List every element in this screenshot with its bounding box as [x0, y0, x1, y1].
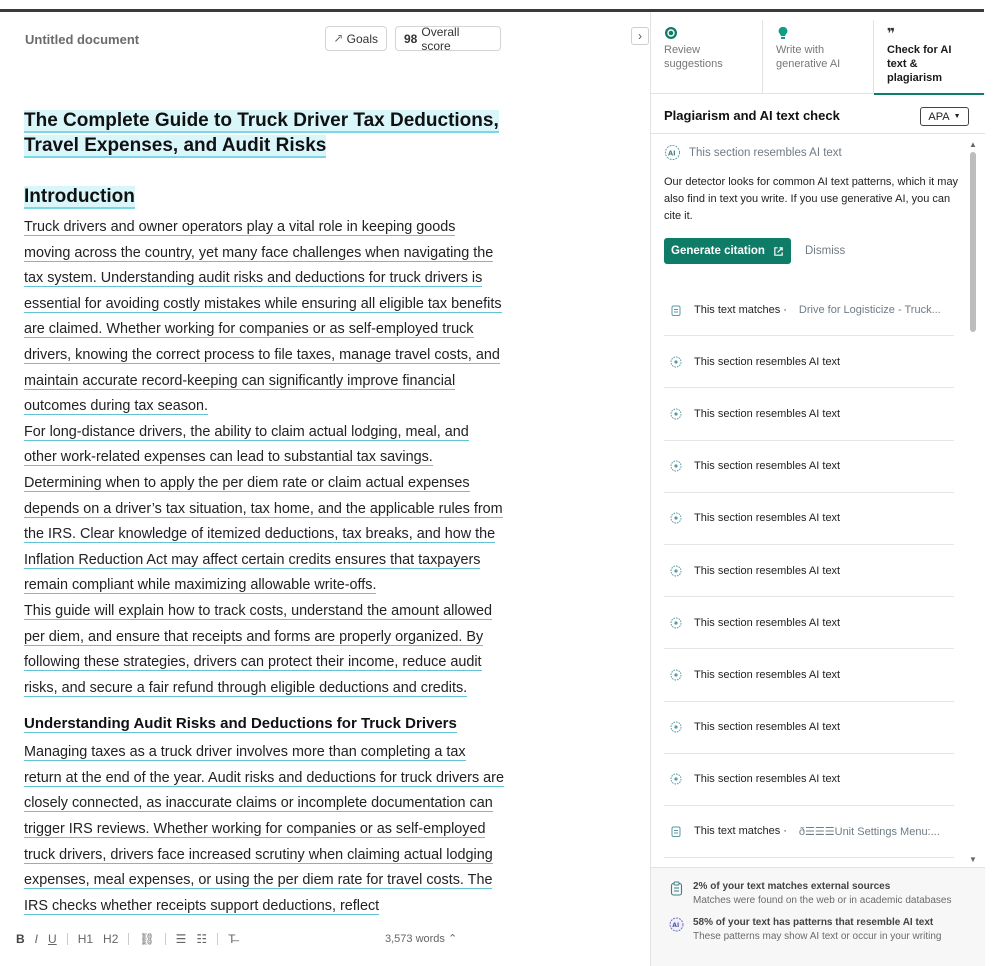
word-count[interactable]: [385, 932, 457, 945]
result-item[interactable]: [664, 597, 954, 649]
result-item[interactable]: [664, 545, 954, 597]
section-header: [651, 94, 985, 134]
match-summary-subtitle: Matches were found on the web or in academic databases: [693, 895, 952, 906]
grammarly-logo-icon: [664, 26, 678, 40]
clipboard-icon: [670, 304, 682, 316]
paragraph[interactable]: [24, 740, 504, 919]
result-text: This section resembles AI text: [694, 512, 841, 525]
ai-badge-icon: [670, 408, 682, 420]
result-text: This section resembles AI text: [694, 668, 841, 681]
heading1-button[interactable]: H1: [77, 932, 94, 946]
match-summary-title: 2% of your text matches external sources: [693, 881, 891, 892]
numbered-list-icon[interactable]: ☰: [175, 932, 187, 946]
section-title: Plagiarism and AI text check: [664, 108, 840, 123]
ai-badge-icon: [670, 356, 682, 368]
goals-button[interactable]: [325, 26, 387, 51]
goals-label: Goals: [346, 31, 378, 46]
word-count-text: 3,573 words: [385, 933, 445, 945]
ai-badge-icon: [669, 917, 684, 932]
goals-icon: [334, 33, 343, 44]
italic-button[interactable]: I: [34, 932, 39, 946]
chevron-right-icon: ›: [638, 29, 642, 43]
svg-text:❞: ❞: [887, 26, 896, 40]
editor-header: [0, 12, 650, 68]
result-text: This section resembles AI text: [694, 355, 841, 368]
bold-button[interactable]: B: [16, 932, 25, 946]
section-heading: [24, 715, 504, 732]
result-item[interactable]: [664, 284, 954, 336]
result-source: ð☰☰☰Unit Settings Menu:...: [798, 825, 940, 838]
intro-heading: [24, 184, 504, 209]
ai-badge-icon: [670, 721, 682, 733]
ai-badge-icon: [670, 460, 682, 472]
tab-label: Check for AI text & plagiarism: [887, 44, 952, 84]
scroll-thumb[interactable]: [970, 152, 976, 332]
section-heading-text: Understanding Audit Risks and Deductions for Truck Drivers: [24, 715, 457, 733]
toolbar-divider: [165, 933, 166, 945]
summary-footer: [651, 867, 985, 966]
heading-line-2: Travel Expenses, and Audit Risks: [24, 135, 327, 156]
scroll-down-icon[interactable]: ▼: [969, 855, 977, 864]
result-item[interactable]: [664, 493, 954, 545]
bullet-list-icon[interactable]: ☷: [196, 932, 208, 946]
tab-label: Review suggestions: [664, 44, 723, 70]
ai-summary: [669, 916, 941, 944]
svg-text:AI: AI: [667, 149, 676, 158]
result-item[interactable]: [664, 754, 954, 806]
tab-review-suggestions[interactable]: [651, 20, 759, 94]
clipboard-icon: [669, 881, 684, 896]
result-item[interactable]: [664, 336, 954, 388]
ai-badge-icon: [670, 565, 682, 577]
ai-summary-title: 58% of your text has patterns that resemble AI text: [693, 917, 934, 928]
paragraph[interactable]: [24, 215, 504, 420]
chevron-up-icon: ⌃: [448, 933, 458, 945]
document-body[interactable]: [24, 108, 504, 928]
result-text: This section resembles AI text: [694, 564, 841, 577]
lightbulb-icon: [776, 26, 790, 40]
card-label-text: This section resembles AI text: [689, 146, 842, 159]
generate-citation-label: Generate citation: [671, 245, 765, 257]
result-item[interactable]: [664, 702, 954, 754]
citation-style-value: APA: [928, 110, 950, 123]
paragraph[interactable]: [24, 599, 504, 701]
ai-badge-icon: [670, 617, 682, 629]
result-source: Drive for Logisticize - Truck...: [798, 303, 941, 316]
document-heading: [24, 108, 504, 158]
match-summary: [669, 880, 952, 908]
ai-badge-icon: [664, 144, 681, 161]
ai-badge-icon: [670, 773, 682, 785]
ai-badge-icon: [670, 669, 682, 681]
card-description: Our detector looks for common AI text patterns, which it may also find in text you write. If you use generative AI, you can cite it.: [664, 176, 959, 222]
score-label: Overall score: [421, 24, 460, 53]
panel-scrollbar[interactable]: [969, 140, 977, 864]
citation-style-select[interactable]: [920, 107, 969, 126]
quote-icon: [887, 26, 901, 40]
tab-label: Write with generative AI: [776, 44, 841, 70]
link-icon[interactable]: ⛓: [139, 932, 155, 946]
underline-button[interactable]: U: [48, 932, 57, 946]
document-title[interactable]: Untitled document: [25, 32, 140, 47]
results-list: [664, 284, 954, 858]
result-text: This section resembles AI text: [694, 616, 841, 629]
caret-down-icon: ▼: [953, 113, 961, 120]
result-item[interactable]: [664, 649, 954, 701]
assistant-panel: [650, 12, 984, 966]
panel-tabs: [651, 12, 985, 94]
result-text: This section resembles AI text: [694, 407, 841, 420]
result-item[interactable]: [664, 388, 954, 440]
format-toolbar: [0, 924, 650, 954]
overall-score-button[interactable]: [395, 26, 501, 51]
collapse-panel-button[interactable]: [631, 27, 649, 45]
toolbar-divider: [67, 933, 68, 945]
tab-ai-plagiarism[interactable]: [873, 20, 981, 94]
clear-format-icon[interactable]: T̶: [228, 932, 236, 946]
heading2-button[interactable]: H2: [103, 932, 119, 946]
result-text: This text matches ·: [694, 825, 787, 838]
paragraph[interactable]: [24, 420, 504, 599]
heading-line-1: The Complete Guide to Truck Driver Tax Deductions,: [24, 110, 499, 131]
clipboard-icon: [670, 825, 682, 837]
paragraph-text: For long-distance drivers, the ability to claim actual lodging, meal, and other work-related expenses can lead to substantial tax savings. Determining when to apply the per diem rate or claim actual expenses depends on a driver’s tax situation, tax home, and the applicable rules from the IRS. Clear knowledge of itemized deductions, tax breaks, and how the Inflation Reduction Act may affect certain credits ensures that taxpayers remain compliant while maximizing allowable write-offs.: [24, 423, 503, 594]
result-text: This text matches ·: [694, 303, 787, 316]
ai-text-card: [664, 144, 959, 264]
card-label: [664, 144, 959, 161]
intro-heading-text: Introduction: [24, 186, 135, 207]
result-item[interactable]: [664, 441, 954, 493]
score-value: 98: [404, 31, 418, 46]
card-actions: [664, 238, 959, 264]
result-text: This section resembles AI text: [694, 721, 841, 734]
toolbar-divider: [128, 933, 129, 945]
paragraph-text: Truck drivers and owner operators play a vital role in keeping goods moving across the country, yet many face challenges when navigating the tax system. Understanding audit risks and deductions for truck drivers is essential for avoiding costly mistakes while ensuring all eligible tax benefits are claimed. Whether working for companies or as self-employed truck drivers, knowing the correct process to file taxes, manage travel costs, and maintain accurate record-keeping can significantly improve financial outcomes during tax season.: [24, 219, 502, 415]
svg-text:AI: AI: [672, 922, 680, 929]
dismiss-button[interactable]: Dismiss: [805, 245, 846, 257]
scroll-up-icon[interactable]: ▲: [969, 140, 977, 149]
result-item[interactable]: [664, 806, 954, 858]
external-link-icon: [773, 246, 784, 257]
generate-citation-button[interactable]: [664, 238, 791, 264]
result-text: This section resembles AI text: [694, 773, 841, 786]
ai-summary-subtitle: These patterns may show AI text or occur in your writing: [693, 931, 942, 942]
result-text: This section resembles AI text: [694, 460, 841, 473]
ai-badge-icon: [670, 512, 682, 524]
tab-generative-ai[interactable]: [762, 20, 870, 94]
toolbar-divider: [217, 933, 218, 945]
paragraph-text: This guide will explain how to track costs, understand the amount allowed per diem, and ensure that receipts and forms are properly organized. By following these strategies, drivers can protect their income, reduce audit risks, and secure a fair refund through eligible deductions and credits.: [24, 602, 492, 696]
paragraph-text: Managing taxes as a truck driver involves more than completing a tax return at the end of the year. Audit risks and deductions for truck drivers are closely connected, as inaccurate claims or incomplete documentation can trigger IRS reviews. Whether working for companies or as self-employed truck drivers, drivers face increased scrutiny when claiming actual lodging expenses, meal expenses, or using the per diem rate for travel costs. The IRS checks whether receipts support deductions, reflect: [24, 744, 504, 914]
